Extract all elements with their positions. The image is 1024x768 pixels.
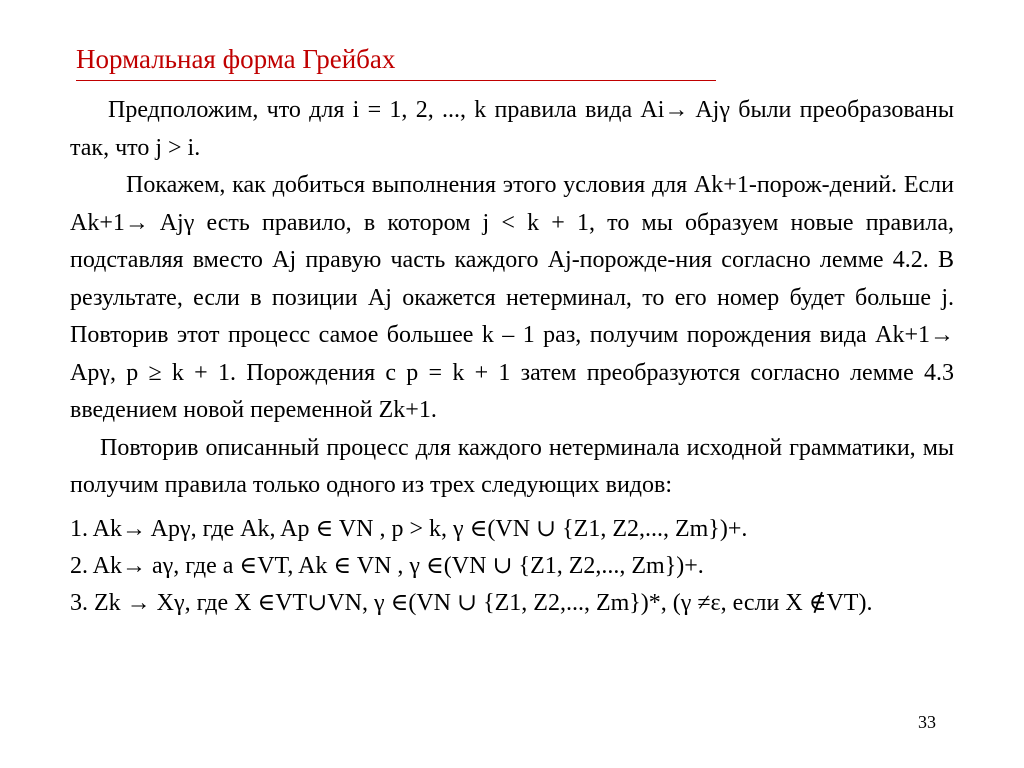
rule-item-3: 3. Zk → Xγ, где X ∈VT∪VN, γ ∈(VN ∪ {Z1, Z2,..., Zm})*, (γ ≠ε, если X ∉VT). [70,589,873,616]
title-underline [76,80,716,81]
rule-item-2: 2. Ak→ aγ, где a ∈VT, Ak ∈ VN , γ ∈(VN ∪ {Z1, Z2,..., Zm})+. [70,552,704,579]
rule-list [70,511,954,622]
rule-item-1: 1. Ak→ Apγ, где Ak, Ap ∈ VN , p > k, γ ∈(VN ∪ {Z1, Z2,..., Zm})+. [70,515,748,542]
paragraph-assumption: Предположим, что для i = 1, 2, ..., k правила вида Ai→ Ajγ были преобразованы так, что j > i. [70,97,954,161]
paragraph-result: Повторив описанный процесс для каждого нетерминала исходной грамматики, мы получим правила только одного из трех следующих видов: [70,434,954,498]
slide-body [70,92,954,622]
page-number: 33 [918,712,936,732]
slide-title: Нормальная форма Грейбах [76,44,396,74]
paragraph-method: Покажем, как добиться выполнения этого условия для Ak+1-порож-дений. Если Ak+1→ Ajγ есть правило, в котором j < k + 1, то мы образуем новые правила, подставляя вместо Aj правую часть каждого Aj-порожде-ния согласно лемме 4.2. В результате, если в позиции Aj окажется нетерминал, то его номер будет больше j. Повторив этот процесс самое большее k – 1 раз, получим порождения вида Ak+1→ Apγ, p ≥ k + 1. Порождения с p = k + 1 затем преобразуются согласно лемме 4.3 введением новой переменной Zk+1. [70,172,954,423]
